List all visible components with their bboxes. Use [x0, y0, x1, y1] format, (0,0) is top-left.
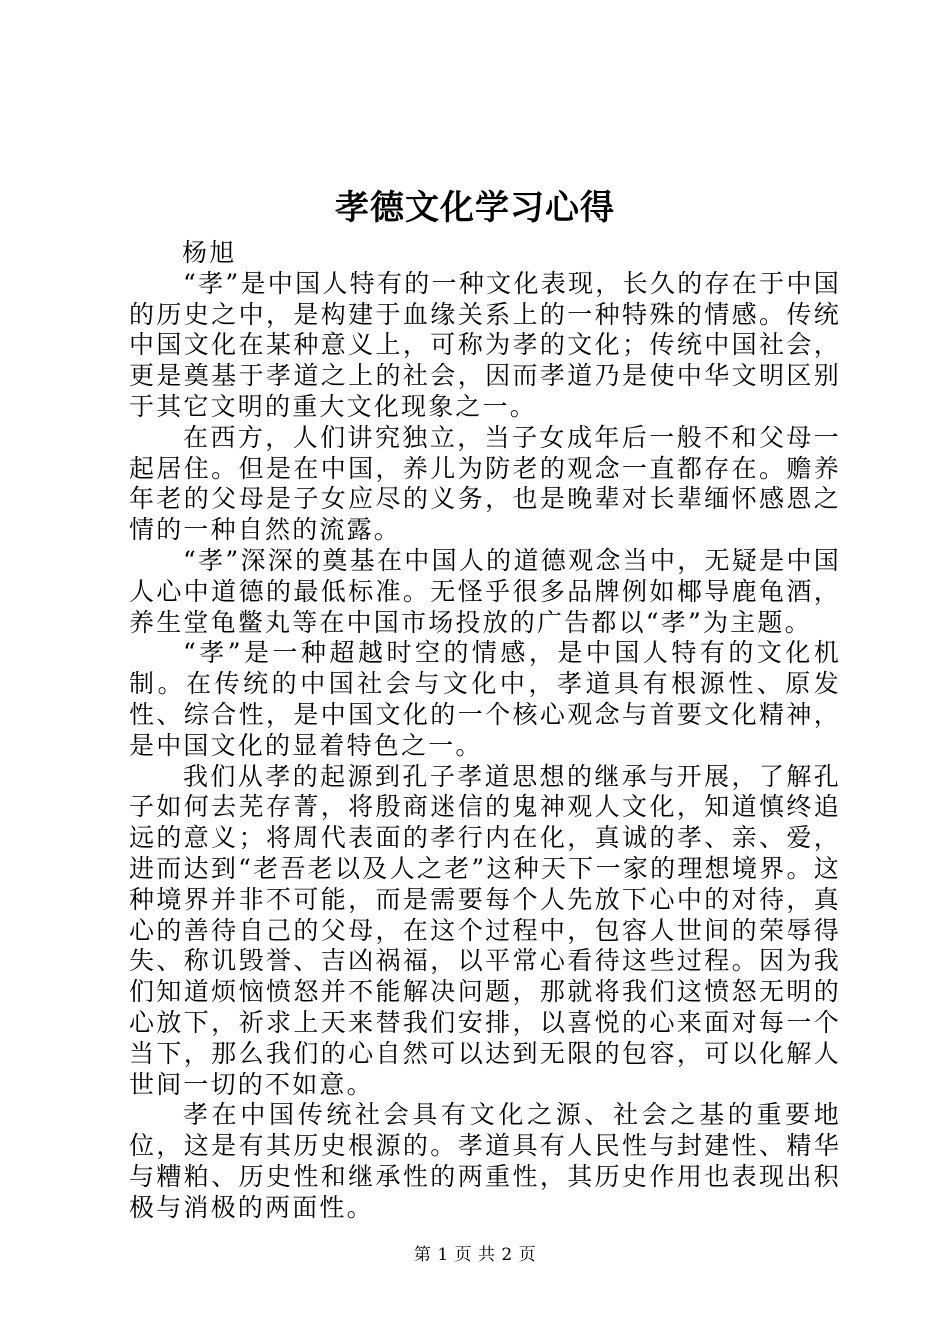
- paragraph-2: 在西方，人们讲究独立，当子女成年后一般不和父母一起居住。但是在中国，养儿为防老的观念一直都存在。赡养年老的父母是子女应尽的义务，也是晚辈对长辈缅怀感恩之情的一种自然的流露。: [129, 422, 841, 545]
- document-body: [129, 238, 841, 1224]
- paragraph-3: “孝”深深的奠基在中国人的道德观念当中，无疑是中国人心中道德的最低标准。无怪乎很多品牌例如椰导鹿龟酒，养生堂龟鳖丸等在中国市场投放的广告都以“孝”为主题。: [129, 545, 841, 637]
- paragraph-5: 我们从孝的起源到孔子孝道思想的继承与开展，了解孔子如何去芜存菁，将殷商迷信的鬼神观人文化，知道慎终追远的意义；将周代表面的孝行内在化，真诚的孝、亲、爱，进而达到“老吾老以及人之老”这种天下一家的理想境界。这种境界并非不可能，而是需要每个人先放下心中的对待，真心的善待自己的父母，在这个过程中，包容人世间的荣辱得失、称讥毁誉、吉凶祸福，以平常心看待这些过程。因为我们知道烦恼愤怒并不能解决问题，那就将我们这愤怒无明的心放下，祈求上天来替我们安排，以喜悦的心来面对每一个当下，那么我们的心自然可以达到无限的包容，可以化解人世间一切的不如意。: [129, 761, 841, 1099]
- document-title: 孝德文化学习心得: [335, 188, 615, 228]
- paragraph-6: 孝在中国传统社会具有文化之源、社会之基的重要地位，这是有其历史根源的。孝道具有人民性与封建性、精华与糟粕、历史性和继承性的两重性，其历史作用也表现出积极与消极的两面性。: [129, 1100, 841, 1222]
- page-footer: 第 1 页 共 2 页: [413, 1245, 537, 1265]
- paragraph-1: “孝”是中国人特有的一种文化表现，长久的存在于中国的历史之中，是构建于血缘关系上的一种特殊的情感。传统中国文化在某种意义上，可称为孝的文化；传统中国社会，更是奠基于孝道之上的社会，因而孝道乃是使中华文明区别于其它文明的重大文化现象之一。: [129, 268, 841, 421]
- paragraph-4: “孝”是一种超越时空的情感，是中国人特有的文化机制。在传统的中国社会与文化中，孝道具有根源性、原发性、综合性，是中国文化的一个核心观念与首要文化精神，是中国文化的显着特色之一。: [129, 638, 841, 760]
- author-name: 杨旭: [182, 238, 237, 267]
